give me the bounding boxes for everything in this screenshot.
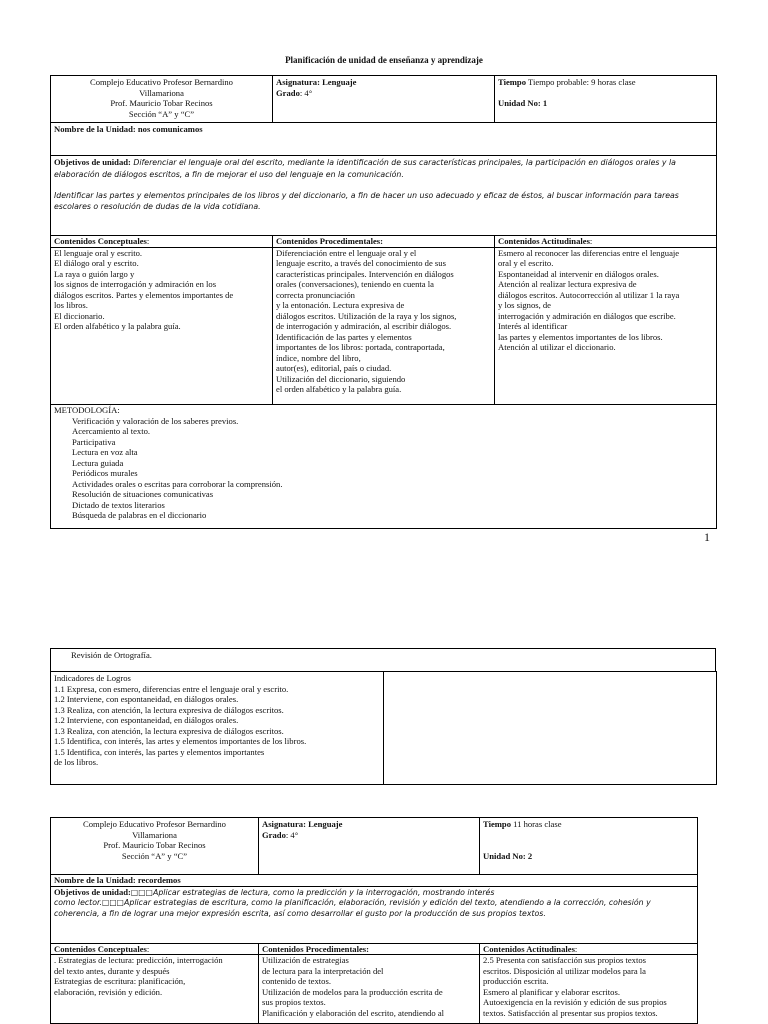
asignatura-label: Asignatura: Lenguaje bbox=[262, 819, 343, 829]
grado-label: Grado bbox=[276, 87, 300, 98]
procedural-item: Planificación y elaboración del escrito, atendiendo al bbox=[262, 1007, 445, 1018]
objectives-text-1: Diferenciar el lenguaje oral del escrito, mediante la identificación de sus características principales, la participación en diálogos orales y la elaboración de diálogos escritos, a fin de mejorar el uso del lenguaje en la comunicación. bbox=[54, 158, 676, 179]
unit1-contents-row bbox=[51, 236, 717, 405]
unit1-school-cell bbox=[51, 76, 273, 123]
tiempo-label: Tiempo bbox=[498, 77, 527, 87]
unit2-school-cell bbox=[51, 818, 259, 875]
unit-name-label: Nombre de la Unidad bbox=[54, 875, 133, 885]
unit1-objectives-row bbox=[51, 156, 717, 236]
unit2-contents-row bbox=[51, 943, 698, 1023]
document-title: Planificación de unidad de enseñanza y aprendizaje bbox=[285, 55, 483, 65]
unit2-time-cell bbox=[480, 818, 698, 875]
conceptual-item: elaboración, revisión y edición. bbox=[54, 986, 163, 997]
procedural-item: correcta pronunciación bbox=[276, 289, 355, 300]
procedural-item: índice, nombre del libro, bbox=[276, 352, 361, 363]
unit2-table bbox=[50, 817, 698, 1024]
procedural-item: de lectura para la interpretación del bbox=[262, 965, 384, 976]
procedural-item: y la entonación. Lectura expresiva de bbox=[276, 300, 405, 310]
conceptual-item: los libros. bbox=[54, 300, 88, 310]
indicators-table bbox=[50, 671, 717, 785]
unit2-subject-cell bbox=[259, 818, 480, 875]
attitudinal-item: Autoexigencia en la revisión y edición de sus propios bbox=[483, 997, 667, 1007]
conceptual-contents-cell: Contenidos Conceptuales: El lenguaje oral y escrito. El diálogo oral y escrito. La raya o guión largo y los signos de interrogación y admiración en los diálogos escritos. Partes y elementos importantes de los libros. El diccionario. El orden alfabético y la palabra guía. bbox=[51, 236, 273, 405]
indicator-item: 1.3 Realiza, con atención, la lectura expresiva de diálogos escritos. bbox=[54, 725, 284, 736]
objectives-label: Objetivos de unidad: bbox=[54, 157, 131, 167]
grado-value: : 4° bbox=[299, 87, 313, 98]
revision-cell bbox=[51, 649, 716, 672]
attitudinal-header: Contenidos Actitudinales bbox=[483, 943, 575, 954]
procedural-item: Utilización de modelos para la producción escrita de bbox=[262, 986, 443, 997]
indicator-item: de los libros. bbox=[54, 757, 99, 767]
unit2-objectives-cell bbox=[51, 886, 698, 943]
school-name-line2: Villamariona bbox=[139, 87, 184, 98]
unit1-methodology-row bbox=[51, 405, 717, 529]
unit1-table bbox=[50, 75, 717, 529]
procedural-contents-cell bbox=[259, 943, 480, 1023]
methodology-item: Lectura guiada bbox=[72, 457, 124, 468]
attitudinal-item: Atención al utilizar el diccionario. bbox=[498, 342, 616, 352]
procedural-item: lenguaje escrito, a través del conocimiento de sus bbox=[276, 258, 446, 268]
section-label: Sección “A” y “C” bbox=[128, 108, 195, 119]
conceptual-contents-cell: Contenidos Conceptuales: . Estrategias de lectura: predicción, interrogación del texto antes, durante y después Estrategias de escritura: planificación, elaboración, revisión y edición. bbox=[51, 943, 259, 1023]
indicators-empty-cell bbox=[384, 672, 717, 785]
indicator-item: 1.2 Interviene, con espontaneidad, en diálogos orales. bbox=[54, 694, 239, 704]
procedural-item: características principales. Intervención en diálogos bbox=[276, 268, 454, 279]
attitudinal-item: escritos. Disposición al utilizar modelos para la bbox=[483, 965, 647, 976]
unit1-time-cell bbox=[495, 76, 717, 123]
unidad-number: Unidad No: 1 bbox=[498, 98, 548, 108]
methodology-item: Lectura en voz alta bbox=[72, 447, 138, 457]
procedural-item: Diferenciación entre el lenguaje oral y el bbox=[276, 247, 417, 258]
conceptual-item: diálogos escritos. Partes y elementos importantes de bbox=[54, 289, 234, 300]
procedural-item: contenido de textos. bbox=[262, 976, 331, 986]
methodology-item: Resolución de situaciones comunicativas bbox=[72, 489, 214, 499]
unit1-name-cell bbox=[51, 123, 717, 156]
indicators-label: Indicadores de Logros bbox=[54, 673, 131, 683]
tiempo-value: 11 horas clase bbox=[511, 819, 562, 829]
conceptual-item: los signos de interrogación y admiración en los bbox=[54, 279, 217, 289]
attitudinal-header: Contenidos Actitudinales bbox=[498, 236, 590, 246]
unit2-name-row bbox=[51, 875, 698, 887]
procedural-header: Contenidos Procedimentales: bbox=[262, 943, 370, 954]
attitudinal-item: Esmero al planificar y elaborar escritos. bbox=[483, 986, 620, 997]
methodology-item: Dictado de textos literarios bbox=[72, 499, 165, 510]
unit1-objectives-cell bbox=[51, 156, 717, 236]
attitudinal-item: Interés al identificar bbox=[498, 321, 568, 331]
indicator-item: 1.3 Realiza, con atención, la lectura expresiva de diálogos escritos. bbox=[54, 704, 284, 715]
indicator-item: 1.1 Expresa, con esmero, diferencias entre el lenguaje oral y escrito. bbox=[54, 683, 289, 694]
asignatura-label: Asignatura: Lenguaje bbox=[276, 77, 357, 87]
methodology-item: Participativa bbox=[72, 436, 116, 447]
procedural-item: sus propios textos. bbox=[262, 997, 326, 1007]
attitudinal-item: 2.5 Presenta con satisfacción sus propios textos bbox=[483, 955, 647, 965]
unit-name-label: Nombre de la Unidad bbox=[54, 124, 133, 134]
school-name-line1: Complejo Educativo Profesor Bernardino bbox=[83, 819, 226, 829]
attitudinal-item: oral y el escrito. bbox=[498, 258, 554, 268]
attitudinal-item: producción escrita. bbox=[483, 976, 549, 986]
grado-value: : 4° bbox=[285, 829, 299, 840]
teacher-name: Prof. Mauricio Tobar Recinos bbox=[103, 840, 206, 850]
methodology-item: Búsqueda de palabras en el diccionario bbox=[72, 510, 207, 520]
attitudinal-item: Esmero al reconocer las diferencias entre el lenguaje bbox=[498, 247, 680, 258]
conceptual-header: Contenidos Conceptuales bbox=[54, 943, 147, 954]
teacher-name: Prof. Mauricio Tobar Recinos bbox=[110, 98, 213, 108]
attitudinal-contents-cell: Contenidos Actitudinales: 2.5 Presenta con satisfacción sus propios textos escritos. Disposición al utilizar modelos para la producción escrita. Esmero al planificar y elaborar escritos. Autoexigencia en la revisión y edición de sus propios textos. Satisfacción al presentar sus propios textos. bbox=[480, 943, 698, 1023]
attitudinal-contents-cell: Contenidos Actitudinales: Esmero al reconocer las diferencias entre el lenguaje oral y el escrito. Espontaneidad al intervenir en diálogos orales. Atención al realizar lectura expresiva de diálogos escritos. Autocorrección al utilizar 1 la raya y los signos, de interrogación y admiración en diálogos que escribe. Interés al identificar las partes y elementos importantes de los libros. Atención al utilizar el diccionario. bbox=[495, 236, 717, 405]
indicator-item: 1.2 Interviene, con espontaneidad, en diálogos orales. bbox=[54, 715, 239, 725]
grado-label: Grado bbox=[262, 829, 286, 840]
conceptual-header: Contenidos Conceptuales bbox=[54, 236, 147, 246]
attitudinal-item: textos. Satisfacción al presentar sus propios textos. bbox=[483, 1007, 658, 1018]
conceptual-item: El lenguaje oral y escrito. bbox=[54, 247, 143, 258]
procedural-header: Contenidos Procedimentales: bbox=[276, 236, 384, 246]
procedural-item: importantes de los libros: portada, contraportada, bbox=[276, 342, 445, 352]
revision-table bbox=[50, 648, 716, 672]
school-name-line2: Villamariona bbox=[132, 829, 177, 840]
conceptual-item: Estrategias de escritura: planificación, bbox=[54, 976, 186, 986]
procedural-item: Identificación de las partes y elementos bbox=[276, 331, 412, 342]
methodology-item: Actividades orales o escritas para corroborar la comprensión. bbox=[72, 478, 283, 489]
conceptual-item: El diccionario. bbox=[54, 310, 105, 321]
methodology-item: Verificación y valoración de los saberes previos. bbox=[72, 415, 239, 426]
unidad-number: Unidad No: 2 bbox=[483, 850, 533, 861]
conceptual-item: El orden alfabético y la palabra guía. bbox=[54, 321, 181, 331]
tiempo-label: Tiempo bbox=[483, 819, 512, 829]
unit1-header-row bbox=[51, 76, 717, 123]
procedural-item: autor(es), editorial, país o ciudad. bbox=[276, 363, 392, 373]
unit-name-value: : recordemos bbox=[132, 875, 181, 885]
procedural-contents-cell bbox=[273, 236, 495, 405]
procedural-item: Utilización de estrategias bbox=[262, 955, 349, 965]
methodology-label: METODOLOGÍA: bbox=[54, 405, 120, 415]
page-number: 1 bbox=[704, 530, 710, 544]
attitudinal-item: y los signos, de bbox=[498, 300, 551, 310]
methodology-cell bbox=[51, 405, 717, 529]
conceptual-item: El diálogo oral y escrito. bbox=[54, 258, 139, 268]
unit-name-value: : nos comunicamos bbox=[132, 124, 203, 134]
tiempo-value: Tiempo probable: 9 horas clase bbox=[526, 77, 636, 87]
procedural-item: Utilización del diccionario, siguiendo bbox=[276, 373, 406, 384]
attitudinal-item: diálogos escritos. Autocorrección al utilizar 1 la raya bbox=[498, 289, 680, 300]
unit2-name-cell bbox=[51, 875, 698, 887]
procedural-item: de interrogación y admiración, al escribir diálogos. bbox=[276, 321, 452, 331]
conceptual-item: . Estrategias de lectura: predicción, interrogación bbox=[54, 955, 223, 965]
attitudinal-item: Espontaneidad al intervenir en diálogos orales. bbox=[498, 268, 659, 279]
unit1-name-row bbox=[51, 123, 717, 156]
unit2-header-row bbox=[51, 818, 698, 875]
attitudinal-item: las partes y elementos importantes de los libros. bbox=[498, 331, 663, 342]
objectives-label: Objetivos de unidad: bbox=[54, 886, 131, 897]
indicators-cell bbox=[51, 672, 384, 785]
conceptual-item: La raya o guión largo y bbox=[54, 268, 135, 279]
objectives-text-2: como lector.□□□Aplicar estrategias de escritura, como la planificación, elaboración, revisión y edición del texto, atendiendo a la corrección, cohesión y coherencia, a fin de lograr una mejor expresión escrita, así como desarrollar el gusto por la producción de sus propios textos. bbox=[54, 898, 651, 918]
methodology-item: Acercamiento al texto. bbox=[72, 426, 151, 436]
indicator-item: 1.5 Identifica, con interés, las partes y elementos importantes bbox=[54, 746, 265, 757]
school-name-line1: Complejo Educativo Profesor Bernardino bbox=[90, 77, 233, 87]
procedural-item: diálogos escritos. Utilización de la raya y los signos, bbox=[276, 310, 457, 321]
objectives-text-2: Identificar las partes y elementos principales de los libros y del diccionario, a fin de hacer un uso adecuado y eficaz de éstos, al buscar información para tareas escolares o resolución de dudas de la vida cotidiana. bbox=[54, 191, 679, 211]
conceptual-item: del texto antes, durante y después bbox=[54, 965, 170, 976]
indicator-item: 1.5 Identifica, con interés, las artes y elementos importantes de los libros. bbox=[54, 736, 307, 746]
unit2-objectives-row bbox=[51, 886, 698, 943]
revision-text: Revisión de Ortografía. bbox=[71, 650, 152, 660]
section-label: Sección “A” y “C” bbox=[121, 850, 188, 861]
procedural-item: el orden alfabético y la palabra guía. bbox=[276, 384, 402, 394]
unit1-subject-cell bbox=[273, 76, 495, 123]
attitudinal-item: interrogación y admiración en diálogos que escribe. bbox=[498, 310, 676, 321]
methodology-item: Periódicos murales bbox=[72, 468, 138, 478]
attitudinal-item: Atención al realizar lectura expresiva de bbox=[498, 279, 637, 289]
procedural-item: orales (conversaciones), teniendo en cuenta la bbox=[276, 279, 434, 289]
objectives-text-1: □□□Aplicar estrategias de lectura, como la predicción y la interrogación, mostrando interés bbox=[130, 887, 495, 897]
